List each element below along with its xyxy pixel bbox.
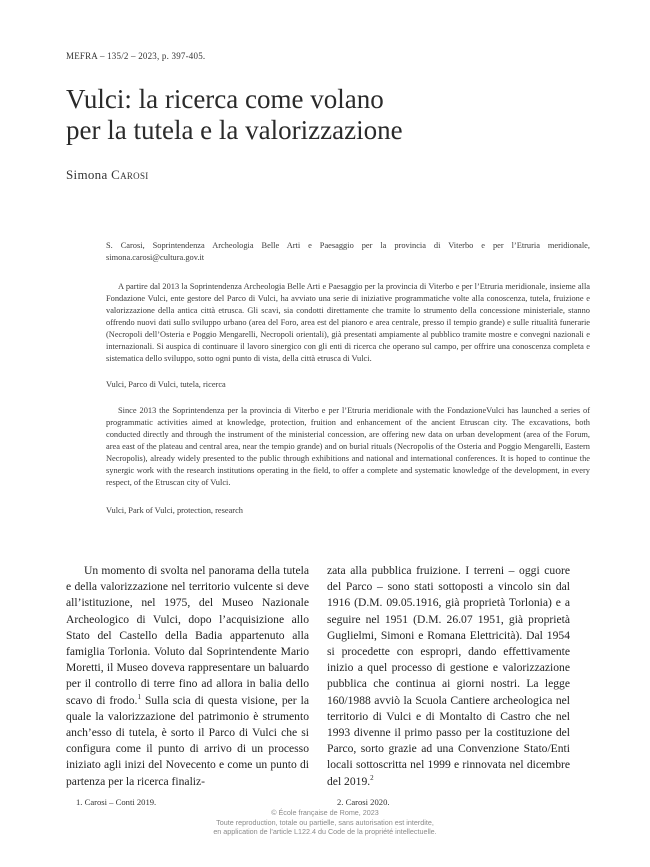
running-head: MEFRA – 135/2 – 2023, p. 397-405. <box>66 51 206 61</box>
title-line-2: per la tutela e la valorizzazione <box>66 115 403 145</box>
title-line-1: Vulci: la ricerca come volano <box>66 84 384 114</box>
article-title <box>66 84 606 146</box>
author-name <box>66 167 149 183</box>
footnote-ref-1[interactable]: 1 <box>137 692 141 701</box>
abstract-english: Since 2013 the Soprintendenza per la provincia di Viterbo e per l’Etruria meridionale with the FondazioneVulci has launched a series of programmatic activities aimed at knowledge, protection, fruition and enhancement of the ancient Etruscan city. The excavations, both conducted directly and through the instrument of the ministerial concession, are offering new data on urban development (area of the Forum, area east of the plateau and central area, near the tempio grande) and on burial rituals (Necropolis of the Osteria and Poggio Mengarelli, Eastern Necropolis), already widely presented to the public through exhibitions and national and international conferences. It is hoped to continue the synergic work with the research institutions operating in the field, to offer a complete and systematic knowledge of the development, in every respect, of the Etruscan city of Vulci. <box>106 406 590 487</box>
copyright-line-1: © École française de Rome, 2023 <box>271 808 379 817</box>
copyright-line-2: Toute reproduction, totale ou partielle, sans autorisation est interdite, <box>216 817 434 827</box>
body-right-text: zata alla pubblica fruizione. I terreni – oggi cuore del Parco – sono stati sottoposti a vincolo sin dal 1916 (D.M. 09.05.1916, già proprietà Torlonia) e a seguire nel 1951 (D.M. 26.07 1951, già proprietà Guglielmi, Simoni e Romana Elettricità). Dal 1954 si procedette con espropri, dando effettivamente inizio a quel processo di gestione e valorizzazione pubblica che continua ai giorni nostri. La legge 160/1988 avviò la Scuola Cantiere archeologica nel territorio di Vulci e di Montalto di Castro che nel 1993 divenne il primo passo per la costituzione del Parco, sorto grazie ad una Convenzione Stato/Enti locali sottoscritta nel 1999 e rinnovata nel dicembre del 2019. <box>327 564 570 788</box>
abstract-italian: A partire dal 2013 la Soprintendenza Archeologia Belle Arti e Paesaggio per la provincia di Viterbo e per l’Etruria meridionale, insieme alla Fondazione Vulci, ente gestore del Parco di Vulci, ha avviato una serie di iniziative programmatiche volte alla conoscenza, tutela, fruizione e valorizzazione della antica città etrusca. Gli scavi, sia condotti direttamente che tramite lo strumento della concessione ministeriale, stanno offrendo nuovi dati sullo sviluppo urbano (area del Foro, area est del pianoro e area centrale, presso il tempio grande) e sulle ritualità funerarie (Necropoli dell’Osteria e Poggio Mengarelli, Necropoli orientali), già presentati ampiamente al pubblico tramite mostre e convegni nazionali e internazionali. Si auspica di continuare il lavoro sinergico con gli enti di ricerca che operano sul campo, per offrire una conoscenza completa e sistematica dello sviluppo, sotto ogni punto di vista, della città etrusca di Vulci. <box>106 282 590 363</box>
keywords-italian: Vulci, Parco di Vulci, tutela, ricerca <box>106 380 226 389</box>
author-affiliation: S. Carosi, Soprintendenza Archeologia Belle Arti e Paesaggio per la provincia di Viterbo e per l’Etruria meridionale, simona.carosi@cultura.gov.it <box>106 241 590 262</box>
body-left-text-a: Un momento di svolta nel panorama della tutela e della valorizzazione nel territorio vulcente si deve all’istituzione, nel 1975, del Museo Nazionale Archeologico di Vulci, dopo l’acquisizione allo Stato del Castello della Badia appartenuto alla famiglia Torlonia. Voluto dal Soprintendente Mario Moretti, il Museo doveva rappresentare un baluardo per il controllo di terre fino ad allora in balia dello scavo di frodo. <box>66 564 309 707</box>
footnote-1: 1. Carosi – Conti 2019. <box>76 797 157 807</box>
footnote-2: 2. Carosi 2020. <box>337 797 390 807</box>
keywords-english: Vulci, Park of Vulci, protection, research <box>106 506 243 515</box>
copyright-notice <box>0 808 650 837</box>
body-column-right <box>327 563 570 790</box>
body-left-text-b: Sulla scia di questa visione, per la quale la valorizzazione del patrimonio è strumento anch’esso di tutela, è sorto il Parco di Vulci che si configura come il punto di arrivo di un processo iniziato agli inizi del Novecento e come un punto di partenza per la ricerca finaliz- <box>66 693 309 788</box>
body-column-left <box>66 563 309 790</box>
copyright-line-3: en application de l’article L122.4 du Code de la propriété intellectuelle. <box>213 827 437 836</box>
footnote-ref-2[interactable]: 2 <box>370 773 374 782</box>
author-last-name: Carosi <box>111 167 149 182</box>
author-first-name: Simona <box>66 167 108 182</box>
